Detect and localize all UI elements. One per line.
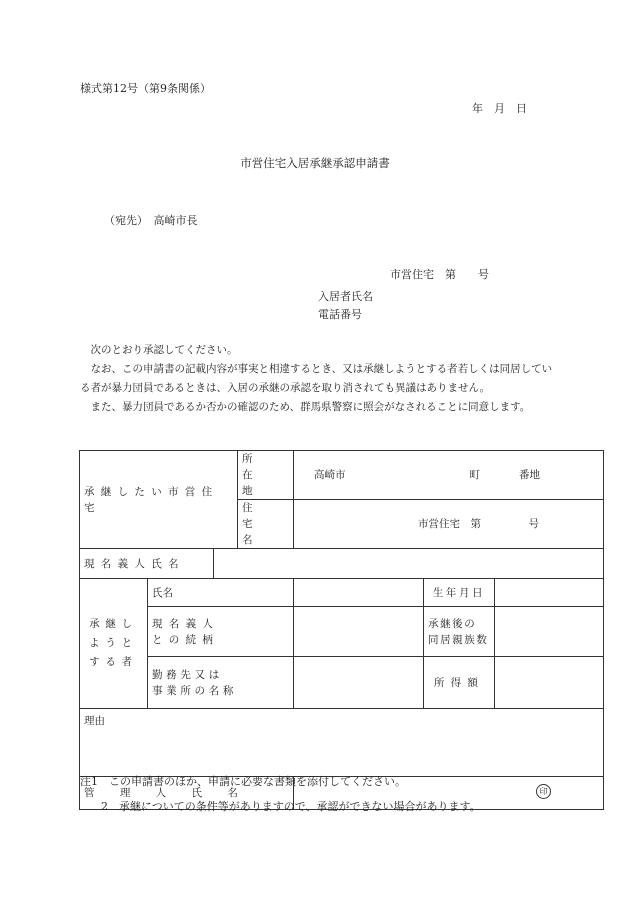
house-name-label: 住宅名 [238, 500, 294, 549]
body-paragraph-3: また、暴力団員であるか否かの確認のため、群馬県警察に照会がなされることに同意します。 [90, 401, 531, 413]
house-name-value: 市営住宅 第 [418, 518, 482, 530]
location-city: 高崎市 [314, 469, 346, 481]
document-title: 市営住宅入居承継承認申請書 [240, 156, 390, 170]
birthdate-label: 生年月日 [424, 579, 495, 607]
workplace-label-line-1: 勤務先又は [152, 668, 223, 681]
application-form-table [79, 450, 604, 810]
manager-label: 管 理 人 氏 名 [80, 777, 294, 810]
workplace-field[interactable] [294, 657, 424, 709]
seal-mark: 印 [536, 784, 551, 799]
housing-label: 承継したい市営住宅 [80, 451, 238, 549]
relation-label-line-1: 現名義人 [152, 617, 220, 630]
household-label-line-2: 同居親族数 [428, 633, 489, 646]
note-1: 注1 この申請書のほか、申請に必要な書類を添付してください。 [80, 775, 406, 788]
name-label: 氏名 [148, 579, 294, 607]
household-field[interactable] [495, 607, 604, 657]
phone-label: 電話番号 [318, 308, 362, 321]
date-line[interactable]: 年 月 日 [472, 102, 527, 115]
location-label: 所在地 [238, 451, 294, 500]
location-lot: 番地 [519, 469, 541, 481]
relation-field[interactable] [294, 607, 424, 657]
body-paragraph-2: なお、この申請書の記載内容が事実と相違するとき、又は承継しようとする者若しくは同居している者が暴力団員であるときは、入居の承継の承認を取り消されても異議はありません。 [80, 363, 553, 394]
workplace-label-line-2: 事業所の名称 [152, 684, 238, 697]
household-label-line-1: 承継後の [428, 617, 477, 630]
workplace-label [148, 657, 294, 709]
income-field[interactable] [495, 657, 604, 709]
relation-label-line-2: との続柄 [152, 633, 220, 646]
location-town: 町 [469, 469, 481, 481]
note-2: 2 承継についての条件等がありますので、承認ができない場合があります。 [101, 800, 481, 813]
current-holder-field[interactable] [214, 549, 604, 579]
birthdate-field[interactable] [495, 579, 604, 607]
house-number-suffix: 号 [528, 518, 540, 530]
body-text [80, 341, 555, 417]
housing-number-field[interactable]: 市営住宅 第 号 [390, 268, 489, 281]
house-name-field[interactable] [294, 500, 604, 549]
income-label: 所得額 [424, 657, 495, 709]
form-number: 様式第12号（第9条関係） [80, 82, 211, 95]
current-holder-label: 現名義人氏名 [80, 549, 214, 579]
occupant-name-label: 入居者氏名 [318, 290, 373, 303]
reason-field[interactable] [80, 709, 604, 777]
body-paragraph-1: 次のとおり承認してください。 [90, 344, 238, 356]
name-field[interactable] [294, 579, 424, 607]
addressee: （宛先） 高崎市長 [104, 214, 198, 227]
location-field[interactable] [294, 451, 604, 500]
reason-label: 理由 [84, 715, 105, 727]
household-label [424, 607, 495, 657]
relation-label [148, 607, 294, 657]
successor-label: 承継しようとする者 [80, 579, 148, 709]
